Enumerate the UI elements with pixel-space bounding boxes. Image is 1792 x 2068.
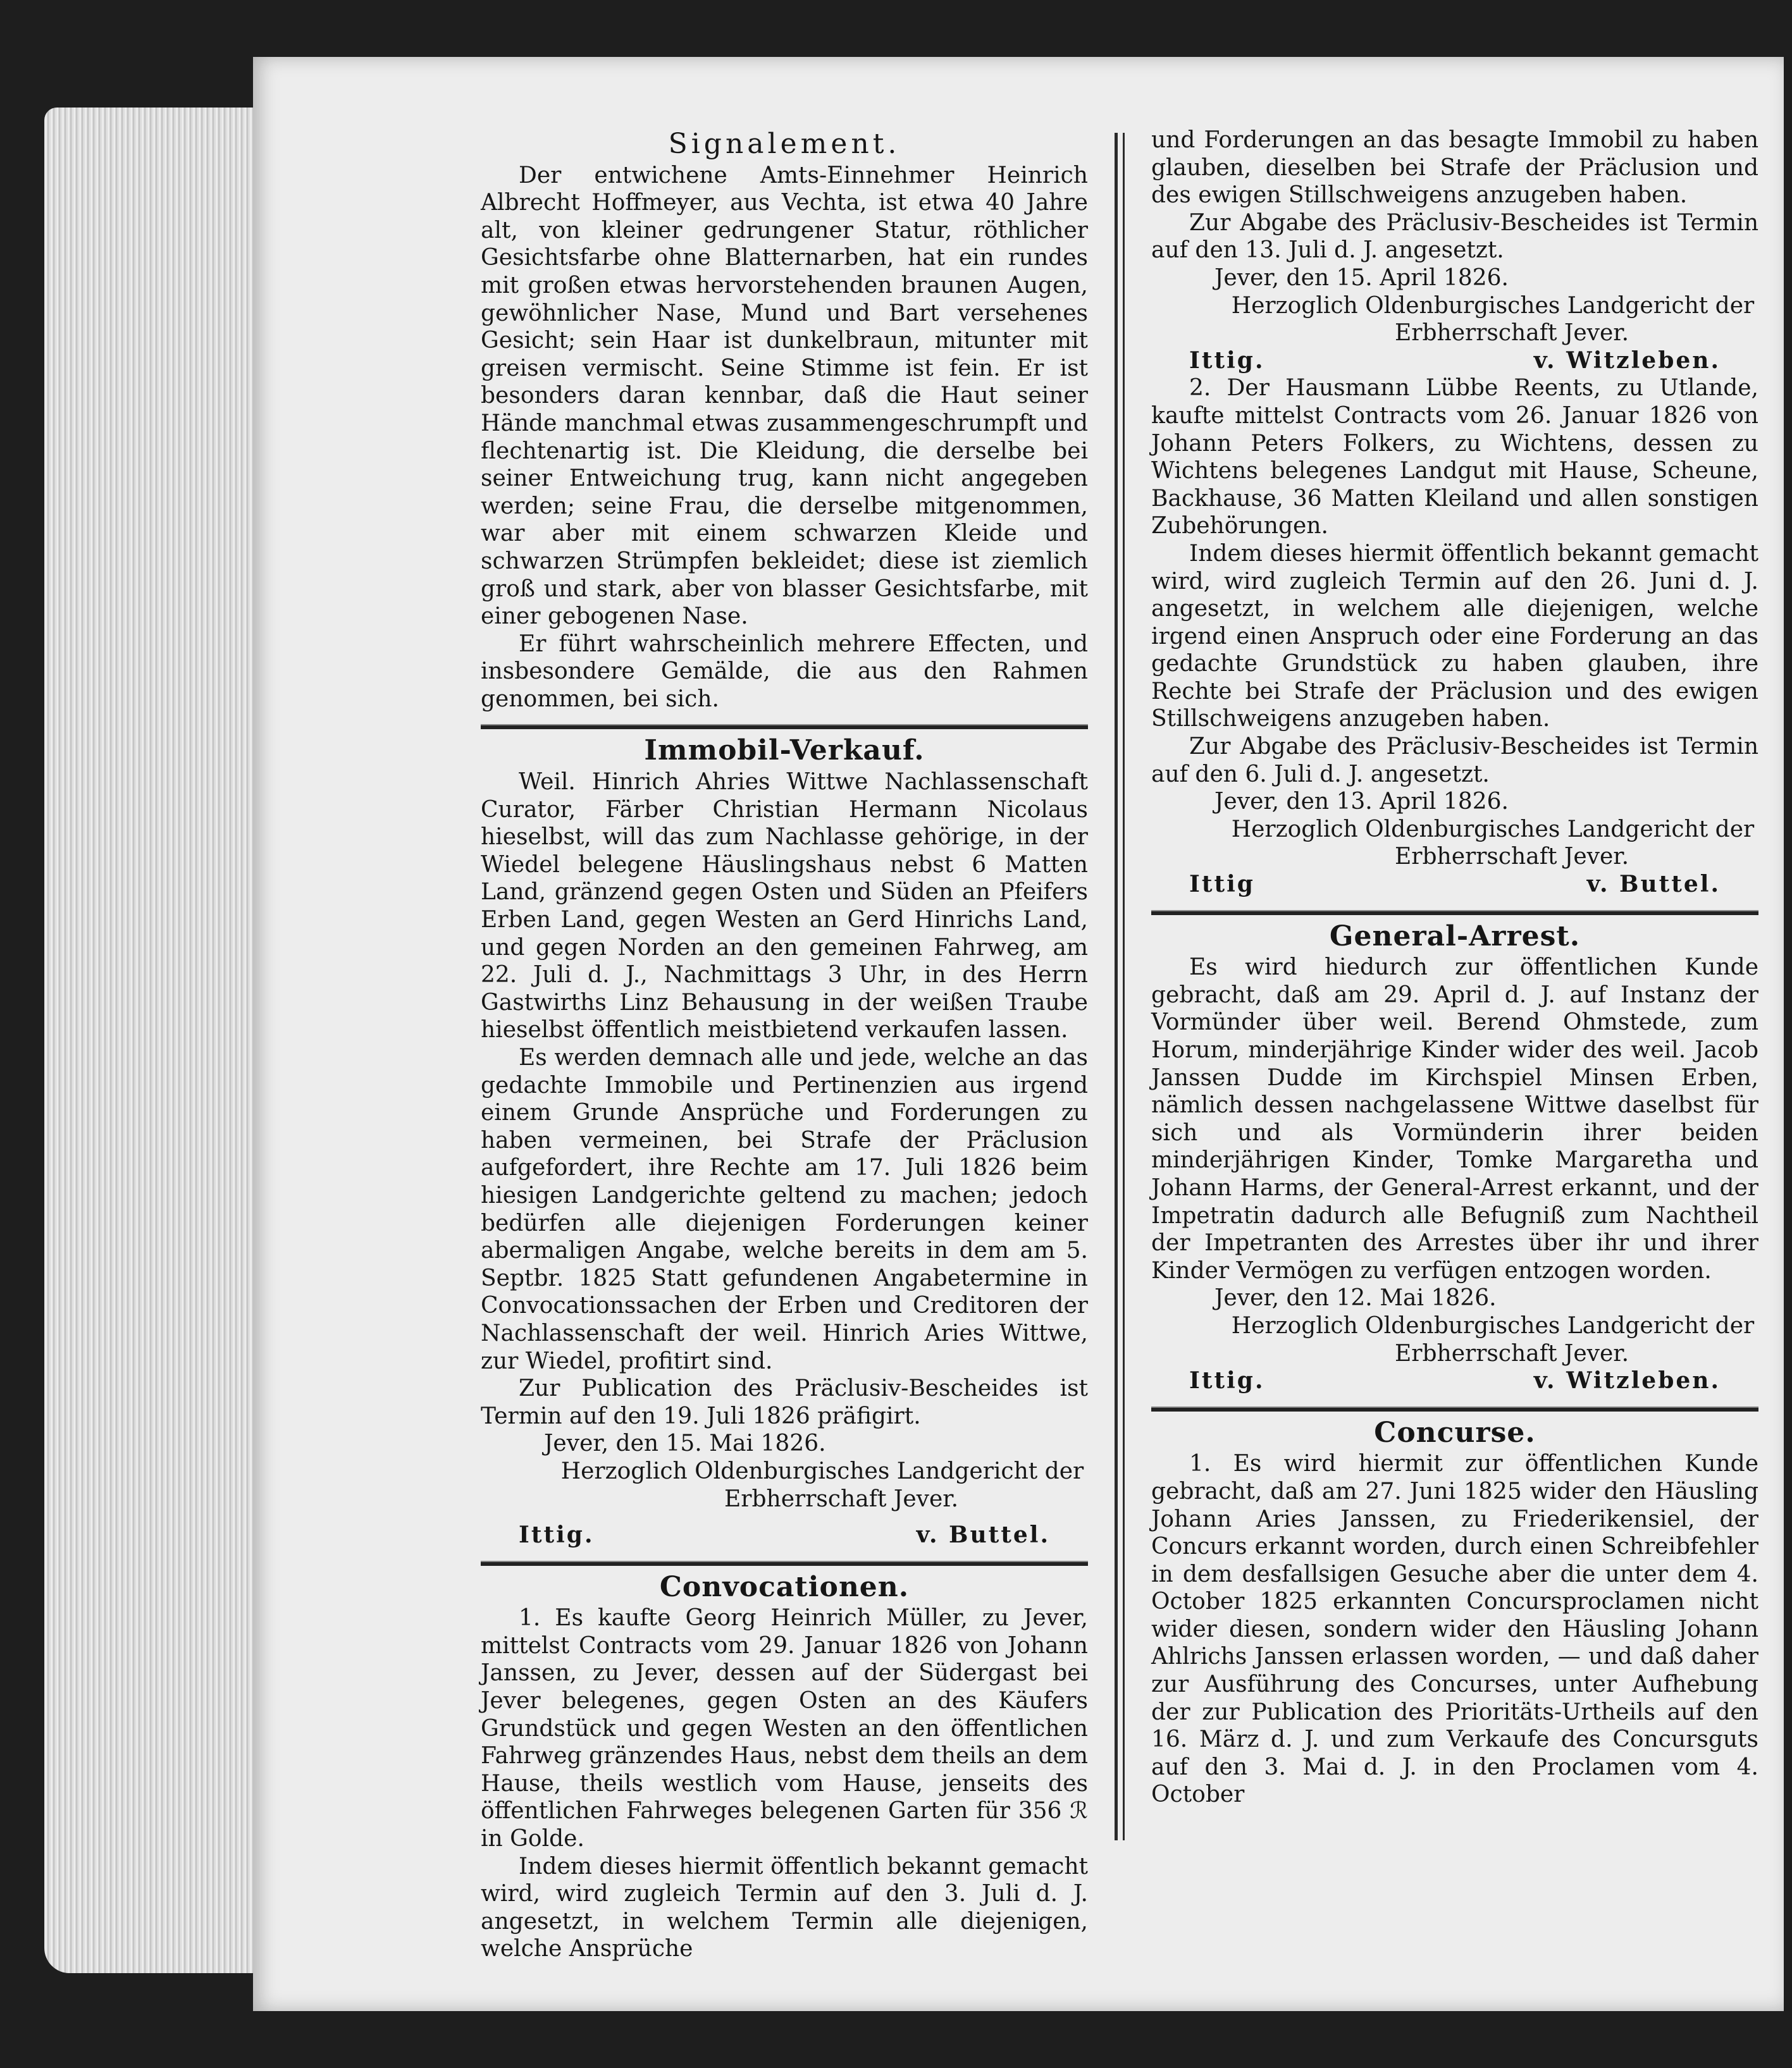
general-arrest-heading: General-Arrest. (1329, 920, 1581, 952)
convocation-paragraph: Indem dieses hiermit öffentlich bekannt gemacht wird, wird zugleich Termin auf den 3. Juli d. J. angesetzt, in welchem Termin alle diejenigen, welche Ansprüche (481, 1853, 1088, 1962)
signature-right: v. Buttel. (1586, 871, 1721, 898)
right-column (1151, 126, 1758, 1809)
continued-paragraph: Zur Abgabe des Präclusiv-Bescheides ist Termin auf den 13. Juli d. J. angesetzt. (1151, 209, 1758, 264)
immobil-paragraph: Weil. Hinrich Ahries Wittwe Nachlassenschaft Curator, Färber Christian Hermann Nicolaus hieselbst, will das zum Nachlasse gehörige, in der Wiedel belegene Häuslingshaus nebst 6 Matten Land, gränzend gegen Osten und Süden an Pfeifers Erben Land, gegen Westen an Gerd Hinrichs Land, und gegen Norden an den gemeinen Fahrweg, am 22. Juli d. J., Nachmittags 3 Uhr, in des Herrn Gastwirths Linz Behausung in der weißen Traube hieselbst öffentlich meistbietend verkaufen lassen. (481, 769, 1088, 1043)
arrest-date: Jever, den 12. Mai 1826. (1214, 1285, 1497, 1312)
signature-line (1151, 871, 1758, 899)
court-name: Herzoglich Oldenburgisches Landgericht der (1231, 1312, 1755, 1339)
signature-line (1151, 1367, 1758, 1395)
immobil-verkauf-heading: Immobil-Verkauf. (644, 734, 925, 767)
signature-left: Ittig. (519, 1522, 595, 1549)
convocation-paragraph: 1. Es kaufte Georg Heinrich Müller, zu Jever, mittelst Contracts vom 29. Januar 1826 von Johann Janssen, zu Jever, dessen auf der Südergast bei Jever belegenes, gegen Osten an des Käufers Grundstück und gegen Westen an den öffentlichen Fahrweg gränzendes Haus, nebst dem theils an dem Hause, theils westlich vom Hause, jenseits des öffentlichen Fahrweges belegenen Garten für 356 ℛ in Golde. (481, 1605, 1088, 1852)
signature-left: Ittig. (1189, 347, 1265, 374)
signature-line (481, 1513, 1088, 1549)
signature-right: v. Buttel. (916, 1522, 1050, 1549)
convocationen-heading: Convocationen. (659, 1570, 910, 1603)
court-name: Herzoglich Oldenburgisches Landgericht der (1231, 292, 1755, 319)
item2-paragraph: Indem dieses hiermit öffentlich bekannt gemacht wird, wird zugleich Termin auf den 26. Juni d. J. angesetzt, in welchem alle diejenigen, welche irgend einen Anspruch oder eine Forderung an das gedachte Grundstück zu haben glauben, ihre Rechte bei Strafe der Präclusion und des ewigen Stillschweigens anzugeben haben. (1151, 540, 1758, 732)
immobil-date: Jever, den 15. Mai 1826. (544, 1431, 826, 1457)
column-divider-thick (1115, 133, 1118, 1840)
column-divider-thin (1123, 133, 1125, 1840)
signalement-paragraph: Der entwichene Amts-Einnehmer Heinrich Albrecht Hoffmeyer, aus Vechta, ist etwa 40 Jahre alt, von kleiner gedrungener Statur, röthlicher Gesichtsfarbe ohne Blatternarben, hat ein rundes mit großen etwas hervorstehenden braunen Augen, gewöhnlicher Nase, Mund und Bart versehenes Gesicht; sein Haar ist dunkelbraun, mitunter mit greisen vermischt. Seine Stimme ist fein. Er ist besonders daran kennbar, daß die Haut seiner Hände manchmal etwas zusammengeschrumpft und flechtenartig ist. Die Kleidung, die derselbe bei seiner Entweichung trug, kann nicht angegeben werden; seine Frau, die derselbe mitgenommen, war aber mit einem schwarzen Kleide und schwarzen Strümpfen bekleidet; diese ist ziemlich groß und stark, aber von blasser Gesichtsfarbe, mit einer gebogenen Nase. (481, 162, 1088, 630)
court-name: Herzoglich Oldenburgisches Landgericht der (1231, 816, 1755, 842)
continued-date: Jever, den 15. April 1826. (1214, 264, 1509, 291)
signature-left: Ittig. (1189, 1367, 1265, 1394)
section-divider (481, 1561, 1088, 1566)
left-column (481, 126, 1088, 1963)
signature-right: v. Witzleben. (1533, 347, 1721, 374)
signalement-heading: Signalement. (668, 128, 901, 160)
book-page-edges (44, 108, 272, 1973)
item2-paragraph: 2. Der Hausmann Lübbe Reents, zu Utlande, kaufte mittelst Contracts vom 26. Januar 1826 von Johann Peters Folkers, zu Wichtens, dessen zu Wichtens belegenes Landgut mit Hause, Scheune, Backhause, 36 Matten Kleiland und allen sonstigen Zubehörungen. (1151, 375, 1758, 539)
section-divider (481, 724, 1088, 729)
signature-left: Ittig (1189, 871, 1255, 898)
signature-line (1151, 347, 1758, 375)
immobil-paragraph: Zur Publication des Präclusiv-Bescheides ist Termin auf den 19. Juli 1826 präfigirt. (481, 1376, 1088, 1429)
signature-right: v. Witzleben. (1533, 1367, 1721, 1394)
arrest-paragraph: Es wird hiedurch zur öffentlichen Kunde gebracht, daß am 29. April d. J. auf Instanz der Vormünder über weil. Berend Ohmstede, zum Horum, minderjährige Kinder wider des weil. Jacob Janssen Dudde im Kirchspiel Minsen Erben, nämlich dessen nachgelassene Wittwe daselbst für sich und als Vormünderin ihrer beiden minderjährigen Kinder, Tomke Margaretha und Johann Harms, der General-Arrest erkannt, und der Impetratin dadurch alle Befugniß zum Nachtheil der Impetranten des Arrestes über ihr und ihrer Kinder Vermögen zu verfügen entzogen worden. (1151, 954, 1758, 1284)
item2-paragraph: Zur Abgabe des Präclusiv-Bescheides ist Termin auf den 6. Juli d. J. angesetzt. (1151, 734, 1758, 787)
court-district: Erbherrschaft Jever. (1394, 1340, 1629, 1367)
concurse-paragraph: 1. Es wird hiermit zur öffentlichen Kunde gebracht, daß am 27. Juni 1825 wider den Häusling Johann Aries Janssen, zu Friederikensiel, der Concurs erkannt worden, durch einen Schreibfehler in dem desfallsigen Gesuche aber die unter dem 4. October 1825 erkannten Concursproclamen nicht wider diesen, sondern wider den Häusling Johann Ahlrichs Janssen erlassen worden, — und daß daher zur Ausführung des Concurses, unter Aufhebung der zur Publication des Prioritäts-Urtheils auf den 16. März d. J. und zum Verkaufe des Concursguts auf den 3. Mai d. J. in den Proclamen vom 4. October (1151, 1451, 1758, 1808)
signalement-paragraph: Er führt wahrscheinlich mehrere Effecten, und insbesondere Gemälde, die aus den Rahmen genommen, bei sich. (481, 631, 1088, 712)
court-district: Erbherrschaft Jever. (1394, 320, 1629, 347)
section-divider (1151, 910, 1758, 915)
court-district: Erbherrschaft Jever. (724, 1486, 959, 1512)
concurse-heading: Concurse. (1374, 1416, 1536, 1449)
section-divider (1151, 1406, 1758, 1412)
item2-date: Jever, den 13. April 1826. (1214, 789, 1509, 815)
court-name: Herzoglich Oldenburgisches Landgericht der (560, 1458, 1084, 1484)
immobil-paragraph: Es werden demnach alle und jede, welche an das gedachte Immobile und Pertinenzien aus irgend einem Grunde Ansprüche und Forderungen zu haben vermeinen, bei Strafe der Präclusion aufgefordert, ihre Rechte am 17. Juli 1826 beim hiesigen Landgerichte geltend zu machen; jedoch bedürfen alle diejenigen Forderungen keiner abermaligen Angabe, welche bereits in dem am 5. Septbr. 1825 Statt gefundenen Angabetermine in Convocationssachen der Erben und Creditoren der Nachlassenschaft der weil. Hinrich Aries Wittwe, zur Wiedel, profitirt sind. (481, 1045, 1088, 1374)
continued-paragraph: und Forderungen an das besagte Immobil zu haben glauben, dieselben bei Strafe der Präclusion und des ewigen Stillschweigens anzugeben haben. (1151, 127, 1758, 209)
newspaper-page (253, 57, 1784, 2011)
court-district: Erbherrschaft Jever. (1394, 844, 1629, 870)
